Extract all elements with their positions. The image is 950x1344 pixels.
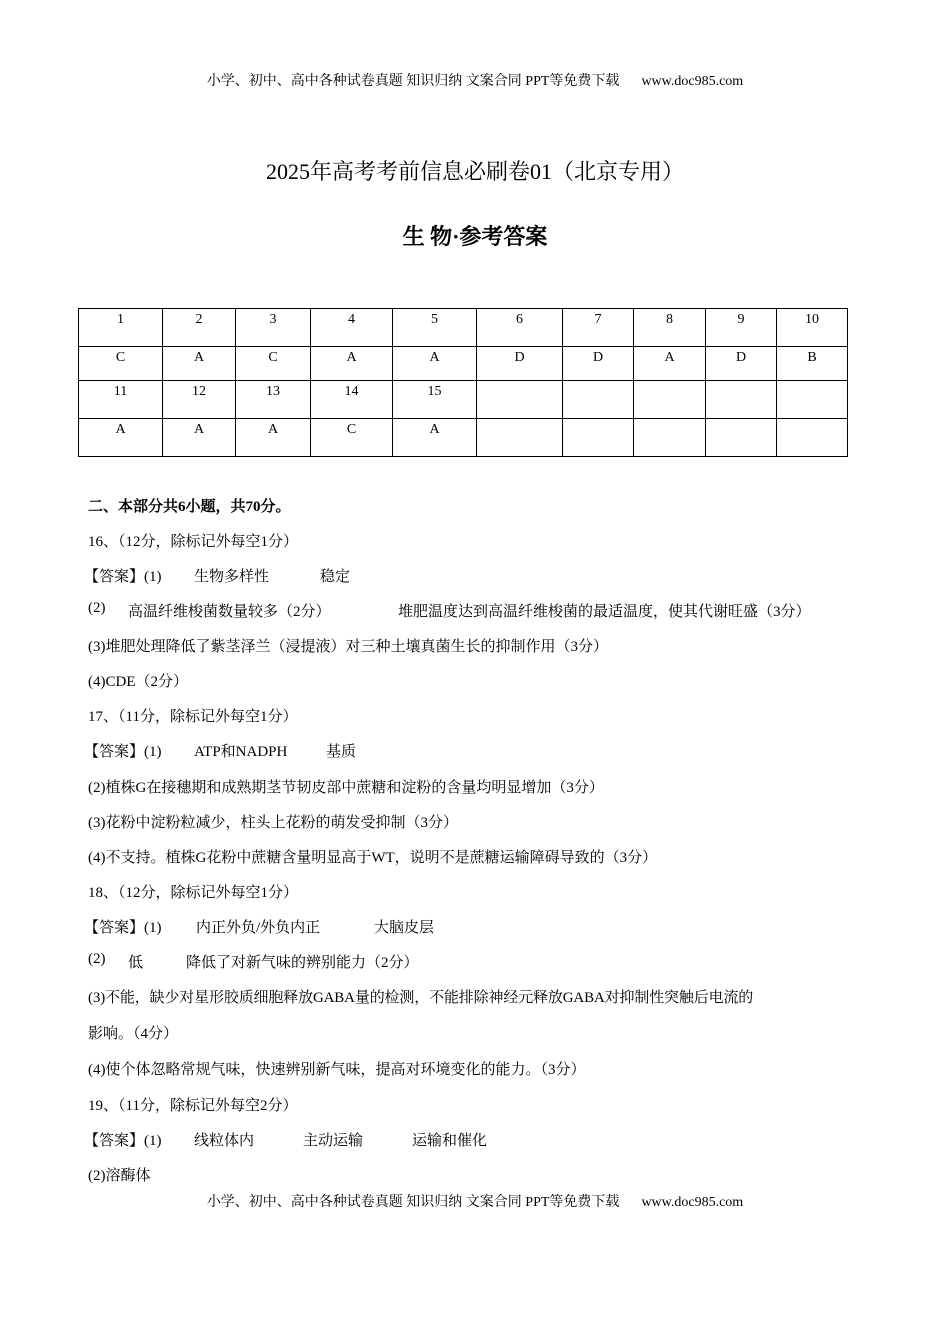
table-cell: 9	[706, 309, 777, 347]
table-cell	[563, 419, 634, 457]
question-18-header: 18、（12分，除标记外每空1分）	[88, 885, 299, 901]
q17-answer-2: (2)植株G在接穗期和成熟期茎节韧皮部中蔗糖和淀粉的含量均明显增加（3分）	[88, 780, 604, 796]
table-cell: A	[393, 347, 477, 381]
q16-answer-4: (4)CDE（2分）	[88, 674, 188, 690]
question-19-header: 19、（11分，除标记外每空2分）	[88, 1098, 298, 1114]
answer-seg: 高温纤维梭菌数量较多（2分）	[128, 604, 331, 620]
header-text: 小学、初中、高中各种试卷真题 知识归纳 文案合同 PPT等免费下载	[206, 74, 620, 89]
table-cell: 8	[634, 309, 706, 347]
table-cell: 5	[393, 309, 477, 347]
answer-seg: 运输和催化	[412, 1133, 488, 1149]
table-cell	[634, 419, 706, 457]
answer-seg: 大脑皮层	[374, 920, 435, 936]
answer-label: 【答案】(1)	[84, 744, 162, 760]
q16-answer-3: (3)堆肥处理降低了紫茎泽兰（浸提液）对三种土壤真菌生长的抑制作用（3分）	[88, 639, 608, 655]
table-cell: D	[563, 347, 634, 381]
header-site: www.doc985.com	[641, 74, 744, 89]
footer-site: www.doc985.com	[641, 1195, 744, 1210]
table-cell: C	[311, 419, 393, 457]
table-cell: 13	[236, 381, 311, 419]
table-cell: D	[477, 347, 563, 381]
table-cell: A	[163, 347, 236, 381]
q18-answer-3-cont: 影响。（4分）	[88, 1026, 179, 1042]
answer-label: 【答案】(1)	[84, 920, 162, 936]
table-cell: B	[777, 347, 848, 381]
answer-seg: 堆肥温度达到高温纤维梭菌的最适温度，使其代谢旺盛（3分）	[398, 604, 811, 620]
table-cell: 7	[563, 309, 634, 347]
q17-answer-3: (3)花粉中淀粉粒减少，柱头上花粉的萌发受抑制（3分）	[88, 815, 458, 831]
table-cell: A	[163, 419, 236, 457]
table-cell	[477, 419, 563, 457]
table-cell: 3	[236, 309, 311, 347]
answer-label: 【答案】(1)	[84, 1133, 162, 1149]
doc-subtitle: 生 物·参考答案	[402, 224, 548, 249]
answer-seg: 基质	[326, 744, 357, 760]
table-row	[79, 347, 848, 381]
footer-text: 小学、初中、高中各种试卷真题 知识归纳 文案合同 PPT等免费下载	[206, 1195, 620, 1210]
answer-seg: (2)	[88, 951, 106, 967]
answer-seg: 稳定	[320, 569, 351, 585]
answer-label: 【答案】(1)	[84, 569, 162, 585]
answer-seg: (2)	[88, 600, 106, 616]
table-cell: D	[706, 347, 777, 381]
table-cell	[634, 381, 706, 419]
q18-answer-3: (3)不能，缺少对星形胶质细胞释放GABA量的检测，不能排除神经元释放GABA对抑制性突触后电流的	[88, 990, 754, 1006]
q19-answer-2: (2)溶酶体	[88, 1168, 151, 1184]
table-cell	[706, 419, 777, 457]
table-cell: 11	[79, 381, 163, 419]
table-cell: 10	[777, 309, 848, 347]
q17-answer-4: (4)不支持。植株G花粉中蔗糖含量明显高于WT，说明不是蔗糖运输障碍导致的（3分）	[88, 850, 658, 866]
table-cell: 15	[393, 381, 477, 419]
answer-seg: ATP和NADPH	[194, 744, 288, 760]
table-cell	[477, 381, 563, 419]
table-cell	[706, 381, 777, 419]
doc-title: 2025年高考考前信息必刷卷01（北京专用）	[265, 159, 684, 184]
table-cell: A	[393, 419, 477, 457]
answer-seg: 内正外负/外负内正	[196, 920, 321, 936]
table-row	[79, 419, 848, 457]
answer-seg: 线粒体内	[194, 1133, 255, 1149]
table-cell: C	[79, 347, 163, 381]
section-heading: 二、本部分共6小题，共70分。	[88, 499, 291, 515]
answer-table	[78, 308, 848, 457]
table-cell: A	[311, 347, 393, 381]
table-row	[79, 381, 848, 419]
answer-seg: 主动运输	[303, 1133, 364, 1149]
page-footer	[0, 1191, 950, 1211]
table-cell: 1	[79, 309, 163, 347]
table-cell: A	[236, 419, 311, 457]
answer-seg: 降低了对新气味的辨别能力（2分）	[186, 955, 419, 971]
question-17-header: 17、（11分，除标记外每空1分）	[88, 709, 298, 725]
question-16-header: 16、（12分，除标记外每空1分）	[88, 534, 299, 550]
table-cell	[777, 381, 848, 419]
table-cell: 12	[163, 381, 236, 419]
table-cell: A	[634, 347, 706, 381]
table-row	[79, 309, 848, 347]
table-cell: 2	[163, 309, 236, 347]
answer-seg: 低	[128, 955, 144, 971]
table-cell: 6	[477, 309, 563, 347]
table-cell	[563, 381, 634, 419]
q18-answer-4: (4)使个体忽略常规气味，快速辨别新气味，提高对环境变化的能力。（3分）	[88, 1062, 586, 1078]
table-cell	[777, 419, 848, 457]
table-cell: A	[79, 419, 163, 457]
answer-seg: 生物多样性	[194, 569, 270, 585]
page-header	[0, 70, 950, 90]
table-cell: 14	[311, 381, 393, 419]
table-cell: C	[236, 347, 311, 381]
table-cell: 4	[311, 309, 393, 347]
